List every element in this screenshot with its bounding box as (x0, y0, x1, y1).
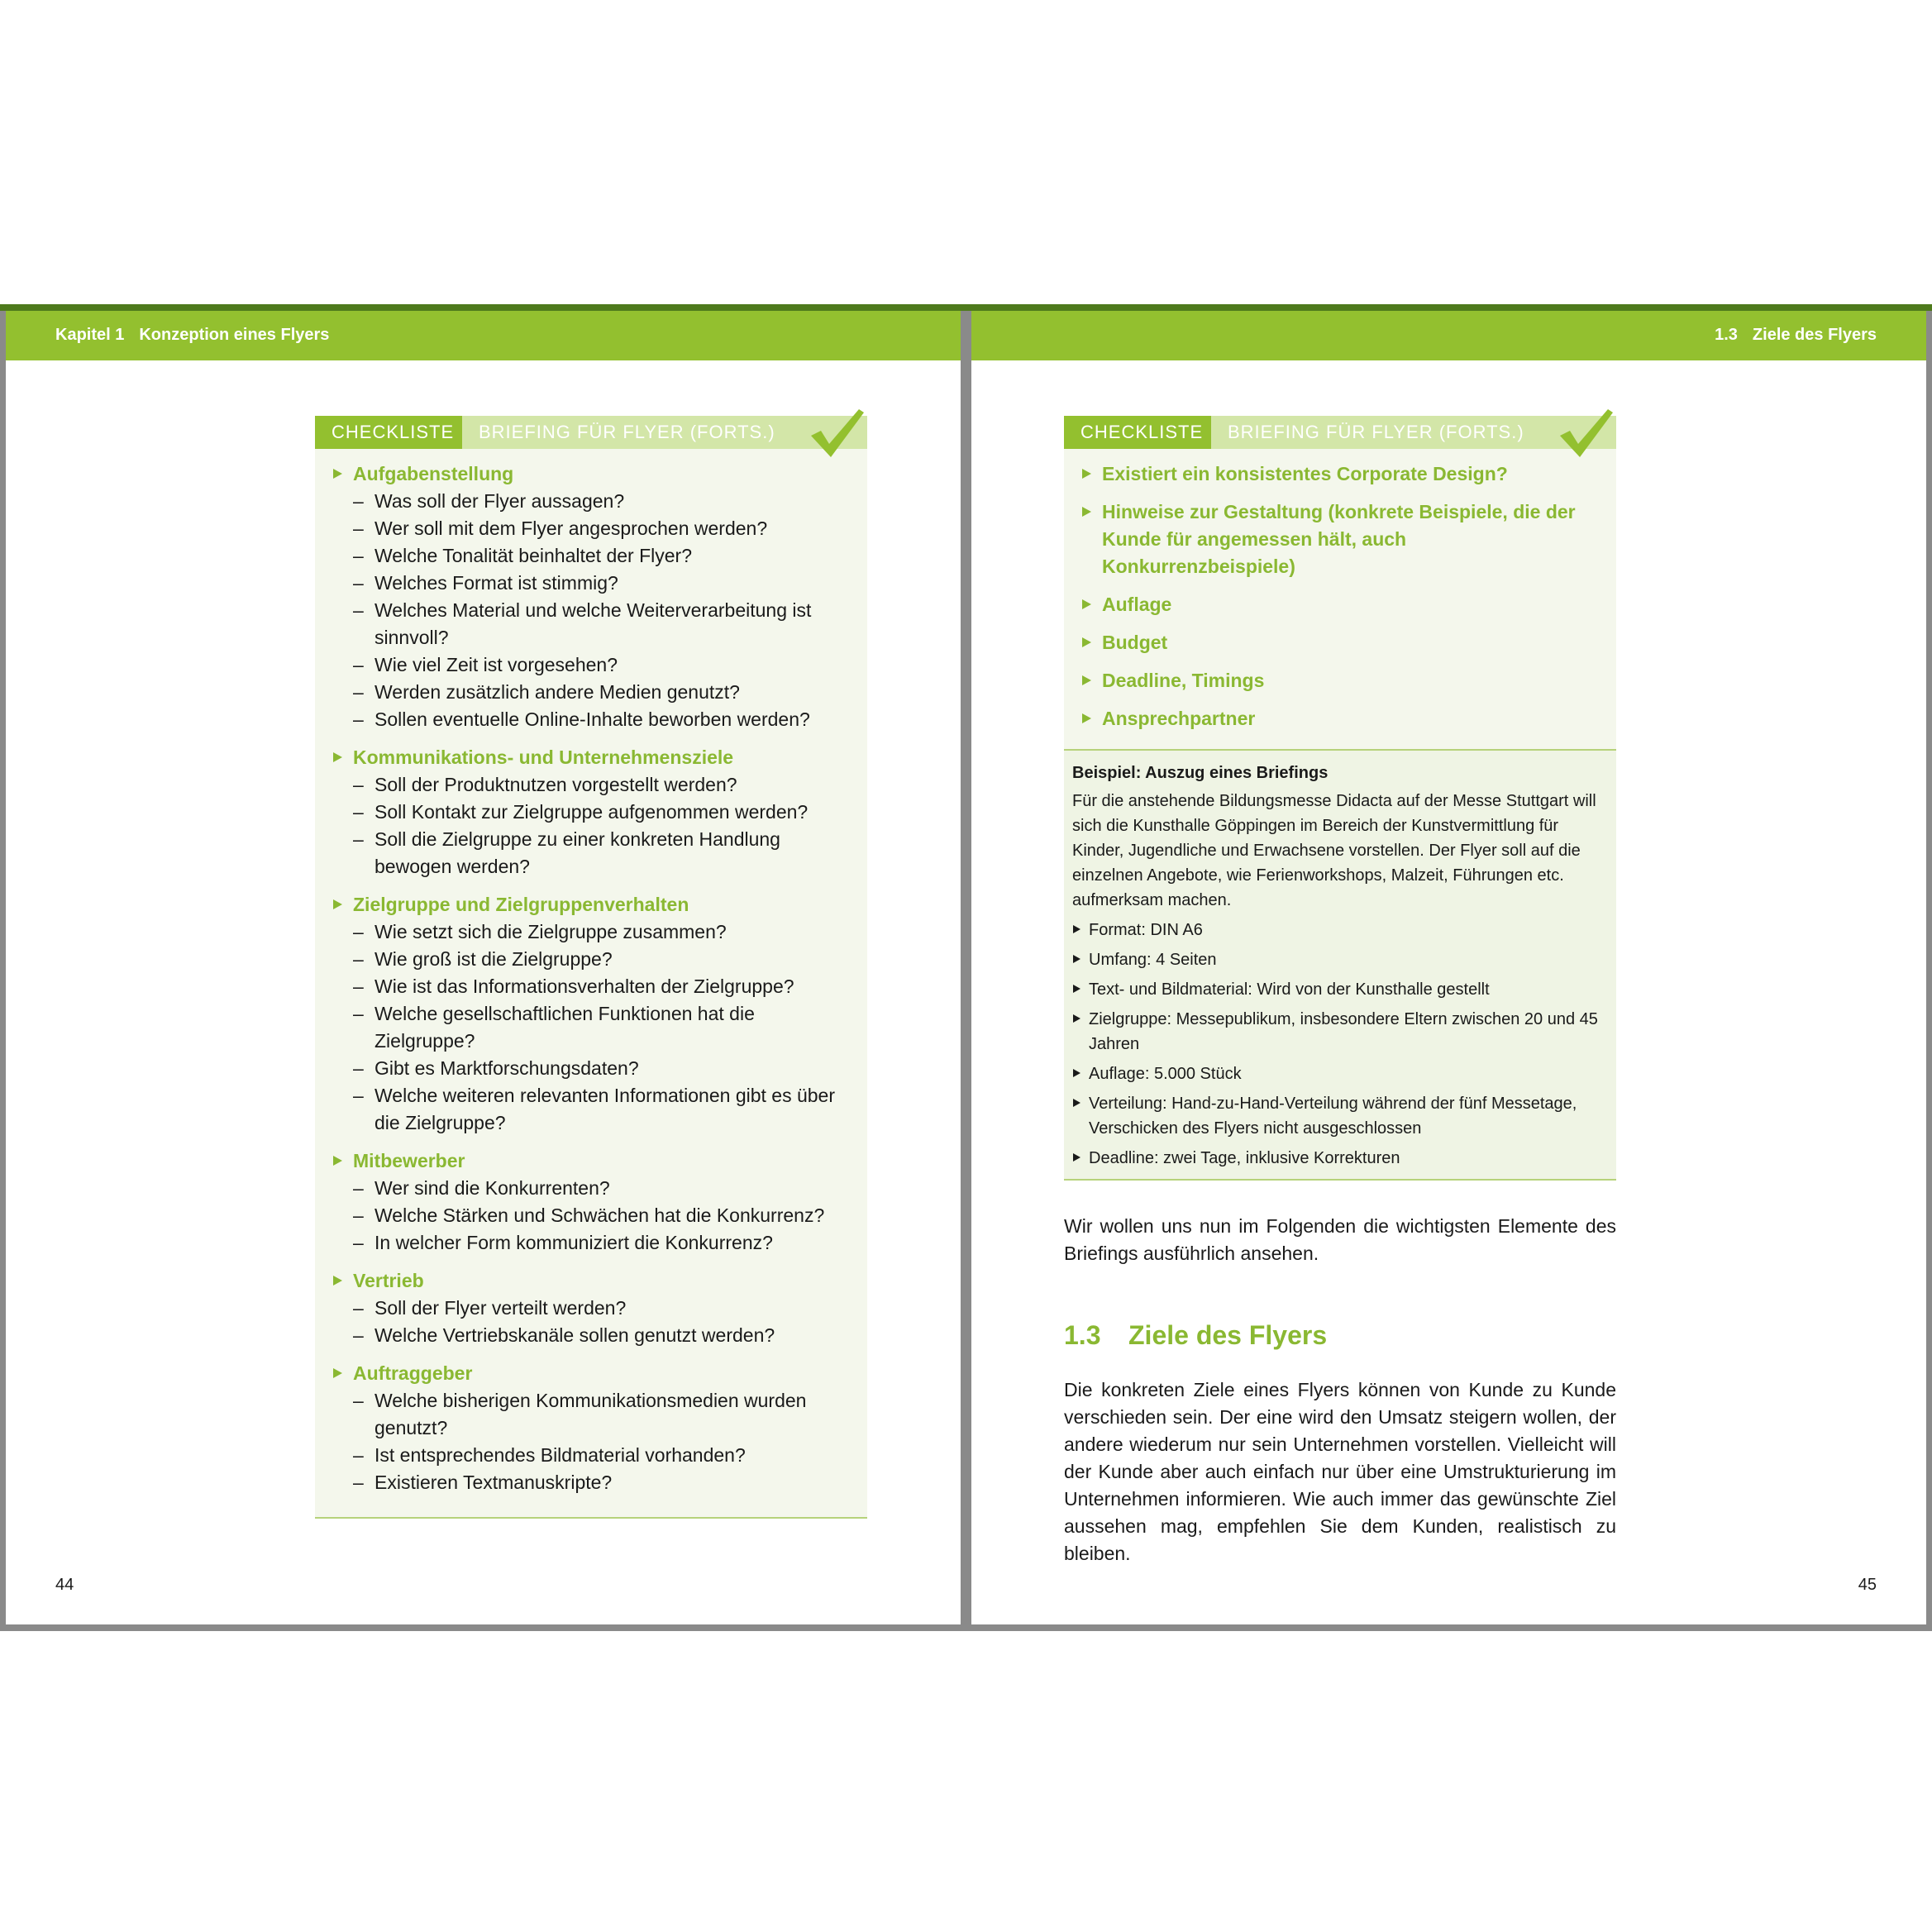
checklist-subitem: – Welches Format ist stimmig? (353, 570, 851, 597)
checklist-item (332, 891, 851, 1137)
checklist-subitem: – Welche weiteren relevanten Informationen gibt es über die Zielgruppe? (353, 1082, 851, 1137)
checklist-box-left (315, 416, 867, 1519)
checklist-subitem: – Welche Tonalität beinhaltet der Flyer? (353, 542, 851, 570)
example-intro: Für die anstehende Bildungsmesse Didacta auf der Messe Stuttgart will sich die Kunsthalle Göppingen im Bereich der Kunstvermittlung für Kinder, Jugendliche und Erwachsene vorstellen. Der Flyer soll auf die einzelnen Angebote, wie Ferienworkshops, Malzeit, Führungen etc. aufmerksam machen. (1072, 792, 1596, 909)
checkmark-icon (1557, 408, 1615, 459)
checklist-item: Ansprechpartner (1080, 705, 1600, 732)
checklist-subitem: – Welche gesellschaftlichen Funktionen hat die Zielgruppe? (353, 1000, 851, 1055)
checklist-tag: CHECKLISTE (1064, 416, 1211, 449)
checklist-item-label: Kommunikations- und Unternehmensziele (353, 747, 734, 768)
checklist-item-label: Mitbewerber (353, 1150, 465, 1171)
example-box (1064, 749, 1616, 1181)
example-title: Beispiel: Auszug eines Briefings (1072, 764, 1329, 782)
checklist-subitems (353, 1387, 851, 1496)
book-spread (0, 304, 1932, 1631)
checklist-item (332, 1267, 851, 1349)
page-number: 44 (55, 1576, 74, 1594)
checklist-subitem: – Wie ist das Informationsverhalten der Zielgruppe? (353, 973, 851, 1000)
left-running-header (6, 310, 961, 360)
checklist-item-label: Aufgabenstellung (353, 463, 514, 484)
section-heading (1064, 1319, 1327, 1352)
checklist-title: BRIEFING FÜR FLYER (FORTS.) (1228, 422, 1524, 442)
checklist-item (332, 1147, 851, 1257)
checklist-subitem: – Was soll der Flyer aussagen? (353, 488, 851, 515)
left-page (6, 310, 961, 1624)
checklist-subitems (353, 771, 851, 880)
checklist-subitems (353, 918, 851, 1137)
checklist-subitem: – Wie groß ist die Zielgruppe? (353, 946, 851, 973)
section-heading-number: 1.3 (1064, 1320, 1101, 1350)
checklist-header (315, 416, 867, 449)
section-body-paragraph: Die konkreten Ziele eines Flyers können von Kunde zu Kunde verschieden sein. Der eine wird den Umsatz steigern wollen, der andere wiederum nur sein Unternehmen vorstellen. Vielleicht will der Kunde aber auch einfach nur über eine Umstrukturierung im Unternehmen informieren. Wie auch immer das gewünschte Ziel aussehen mag, empfehlen Sie dem Kunden, realistisch zu bleiben. (1064, 1379, 1616, 1564)
checklist-subitem: – Welche Stärken und Schwächen hat die Konkurrenz? (353, 1202, 851, 1229)
checklist-item (332, 460, 851, 733)
checklist-subitem: – Existieren Textmanuskripte? (353, 1469, 851, 1496)
spread-top-rule (0, 304, 1932, 311)
right-page (971, 310, 1926, 1624)
checklist-item-label: Auftraggeber (353, 1362, 473, 1384)
checklist-item: Existiert ein konsistentes Corporate Design? (1080, 460, 1600, 488)
checklist-subitem: – Sollen eventuelle Online-Inhalte beworben werden? (353, 706, 851, 733)
section-number-label: 1.3 (1715, 326, 1738, 344)
checklist-subitems (353, 488, 851, 733)
section-heading-title: Ziele des Flyers (1128, 1320, 1328, 1350)
checklist-subitem: – Wie setzt sich die Zielgruppe zusammen? (353, 918, 851, 946)
checklist-subitem: – Wie viel Zeit ist vorgesehen? (353, 651, 851, 679)
chapter-title: Konzeption eines Flyers (139, 326, 330, 344)
example-bullet: Verteilung: Hand-zu-Hand-Verteilung während der fünf Messetage, Verschicken des Flyers nicht ausgeschlossen (1072, 1091, 1608, 1141)
checklist-header (1064, 416, 1616, 449)
checklist-item (332, 744, 851, 880)
checklist-subitem: – Gibt es Marktforschungsdaten? (353, 1055, 851, 1082)
example-bullets (1072, 918, 1608, 1171)
checklist-subitem: – Soll die Zielgruppe zu einer konkreten Handlung bewogen werden? (353, 826, 851, 880)
checklist-item: Hinweise zur Gestaltung (konkrete Beispiele, die der Kunde für angemessen hält, auch Konkurrenzbeispiele) (1080, 499, 1600, 580)
checkmark-icon (808, 408, 866, 459)
example-bullet: Zielgruppe: Messepublikum, insbesondere Eltern zwischen 20 und 45 Jahren (1072, 1007, 1608, 1057)
right-running-header (971, 310, 1926, 360)
checklist-subitem: – Welche Vertriebskanäle sollen genutzt werden? (353, 1322, 851, 1349)
checklist-subitem: – Soll Kontakt zur Zielgruppe aufgenommen werden? (353, 799, 851, 826)
checklist-subitem: – Soll der Flyer verteilt werden? (353, 1295, 851, 1322)
checklist-title: BRIEFING FÜR FLYER (FORTS.) (479, 422, 775, 442)
checklist-subitem: – Ist entsprechendes Bildmaterial vorhanden? (353, 1442, 851, 1469)
transition-paragraph: Wir wollen uns nun im Folgenden die wichtigsten Elemente des Briefings ausführlich ansehen. (1064, 1215, 1616, 1264)
example-bullet: Text- und Bildmaterial: Wird von der Kunsthalle gestellt (1072, 977, 1608, 1002)
checklist-subitems (353, 1175, 851, 1257)
example-bullet: Format: DIN A6 (1072, 918, 1608, 942)
checklist-item (332, 1360, 851, 1496)
checklist-tag: CHECKLISTE (315, 416, 462, 449)
checklist-subitem: – Wer sind die Konkurrenten? (353, 1175, 851, 1202)
checklist-item: Budget (1080, 629, 1600, 656)
chapter-label: Kapitel 1 (55, 326, 125, 344)
example-bullet: Deadline: zwei Tage, inklusive Korrekturen (1072, 1146, 1608, 1171)
checklist-subitem: – Welches Material und welche Weiterverarbeitung ist sinnvoll? (353, 597, 851, 651)
checklist-box-right (1064, 416, 1616, 755)
checklist-subitem: – Welche bisherigen Kommunikationsmedien wurden genutzt? (353, 1387, 851, 1442)
section-title-label: Ziele des Flyers (1752, 326, 1877, 344)
checklist-subitem: – Wer soll mit dem Flyer angesprochen werden? (353, 515, 851, 542)
checklist-item: Deadline, Timings (1080, 667, 1600, 694)
checklist-items (315, 449, 867, 1517)
example-bullet: Auflage: 5.000 Stück (1072, 1061, 1608, 1086)
checklist-subitem: – In welcher Form kommuniziert die Konkurrenz? (353, 1229, 851, 1257)
checklist-items (1064, 449, 1616, 753)
example-bullet: Umfang: 4 Seiten (1072, 947, 1608, 972)
checklist-subitem: – Soll der Produktnutzen vorgestellt werden? (353, 771, 851, 799)
checklist-subitem: – Werden zusätzlich andere Medien genutzt? (353, 679, 851, 706)
checklist-subitems (353, 1295, 851, 1349)
checklist-item-label: Vertrieb (353, 1270, 424, 1291)
page-number: 45 (1858, 1576, 1877, 1594)
checklist-item-label: Zielgruppe und Zielgruppenverhalten (353, 894, 689, 915)
checklist-item: Auflage (1080, 591, 1600, 618)
